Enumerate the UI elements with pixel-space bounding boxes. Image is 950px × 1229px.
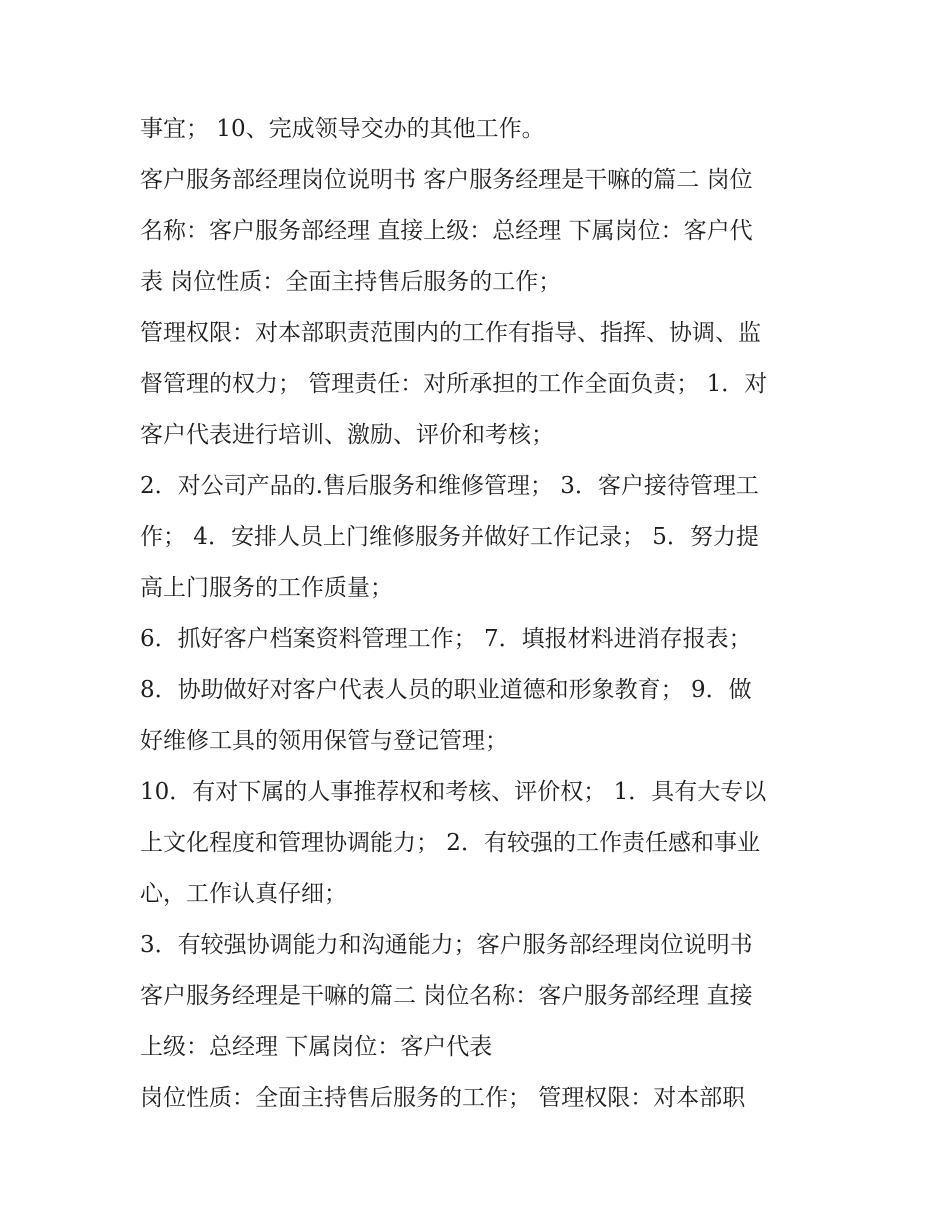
- text-line: 上文化程度和管理协调能力； 2．有较强的工作责任感和事业: [140, 830, 760, 856]
- text-line: 督管理的权力； 管理责任：对所承担的工作全面负责； 1．对: [140, 371, 768, 397]
- text-line: 10．有对下属的人事推荐权和考核、评价权； 1．具有大专以: [140, 779, 767, 805]
- text-line: 管理权限：对本部职责范围内的工作有指导、指挥、协调、监: [140, 320, 761, 346]
- text-line: 客户服务部经理岗位说明书 客户服务经理是干嘛的篇二 岗位: [140, 167, 753, 193]
- text-line: 高上门服务的工作质量；: [140, 575, 393, 601]
- text-line: 表 岗位性质：全面主持售后服务的工作；: [140, 269, 562, 295]
- text-line: 岗位性质：全面主持售后服务的工作； 管理权限：对本部职: [140, 1085, 746, 1111]
- text-line: 3．有较强协调能力和沟通能力；客户服务部经理岗位说明书: [140, 932, 753, 958]
- text-line: 事宜； 10、完成领导交办的其他工作。: [140, 116, 545, 142]
- document-body: [140, 104, 830, 1124]
- text-line: 心，工作认真仔细；: [140, 881, 347, 907]
- text-line: 客户服务经理是干嘛的篇二 岗位名称：客户服务部经理 直接: [140, 983, 753, 1009]
- text-line: 客户代表进行培训、激励、评价和考核；: [140, 422, 554, 448]
- text-line: 上级：总经理 下属岗位：客户代表: [140, 1034, 493, 1060]
- text-line: 好维修工具的领用保管与登记管理；: [140, 728, 508, 754]
- text-line: 作； 4．安排人员上门维修服务并做好工作记录； 5．努力提: [140, 524, 759, 550]
- text-line: 2．对公司产品的.售后服务和维修管理； 3．客户接待管理工: [140, 473, 759, 499]
- text-line: 6．抓好客户档案资料管理工作； 7．填报材料进消存报表；: [140, 626, 752, 652]
- text-line: 8．协助做好对客户代表人员的职业道德和形象教育； 9．做: [140, 677, 752, 703]
- text-line: 名称：客户服务部经理 直接上级：总经理 下属岗位：客户代: [140, 218, 753, 244]
